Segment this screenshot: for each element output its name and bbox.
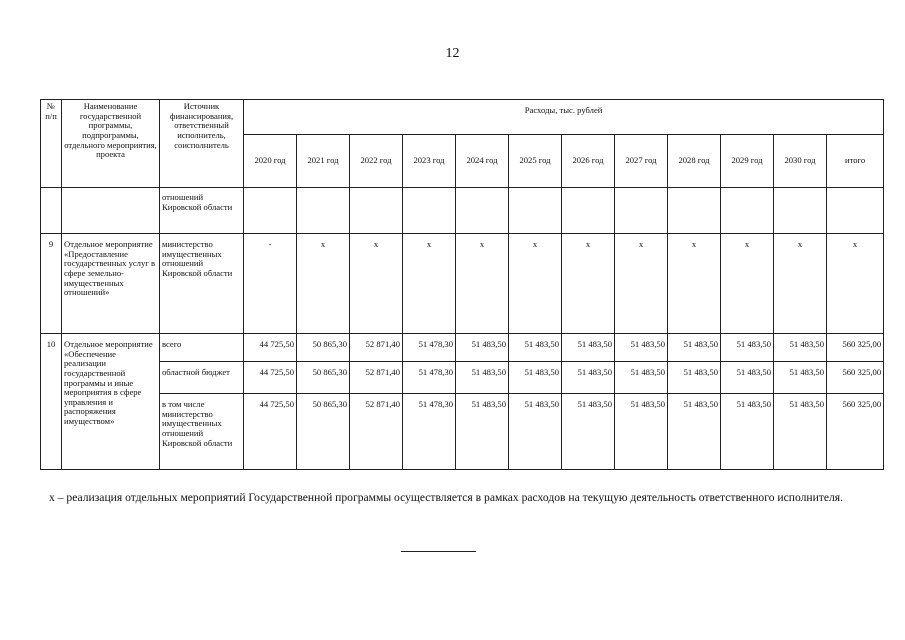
header-year: 2022 год	[350, 135, 403, 188]
header-num: № п/п	[41, 100, 62, 188]
table-cell-value: х	[774, 234, 827, 334]
table-row-9	[41, 234, 884, 334]
table-cell-num: 9	[41, 234, 62, 334]
header-expenses: Расходы, тыс. рублей	[244, 100, 884, 135]
table-cell-name: Отдельное мероприятие «Предоставление государственных услуг в сфере земельно-имущественных отношений»	[62, 234, 160, 334]
table-cell-value: 51 483,50	[615, 334, 668, 362]
table-cell-value: 51 478,30	[403, 394, 456, 470]
table-cell-value: 51 483,50	[509, 394, 562, 470]
table-cell-value: 50 865,30	[297, 394, 350, 470]
header-name: Наименование государственной программы, подпрограммы, отдельного мероприятия, проекта	[62, 100, 160, 188]
table-cell-value: 560 325,00	[827, 334, 884, 362]
table-cell-num: 10	[41, 334, 62, 470]
table-cell-value: х	[668, 234, 721, 334]
table-cell	[615, 188, 668, 234]
table-cell-value: 51 483,50	[668, 334, 721, 362]
table-cell-value: 51 483,50	[456, 362, 509, 394]
header-year: 2021 год	[297, 135, 350, 188]
table-cell-value: 51 483,50	[615, 394, 668, 470]
header-year: 2027 год	[615, 135, 668, 188]
table-cell-source: всего	[160, 334, 244, 362]
expenses-table	[40, 99, 884, 470]
table-cell-value: 560 325,00	[827, 394, 884, 470]
header-year: 2028 год	[668, 135, 721, 188]
table-row-10-total	[41, 334, 884, 362]
page-number: 12	[445, 46, 460, 61]
header-row-1	[41, 100, 884, 135]
table-cell-value: 50 865,30	[297, 334, 350, 362]
table-cell-source: отношений Кировской области	[160, 188, 244, 234]
table-cell-value: х	[350, 234, 403, 334]
table-cell-value: 51 483,50	[509, 362, 562, 394]
table-cell-value: 51 478,30	[403, 362, 456, 394]
table-cell	[456, 188, 509, 234]
table-cell	[62, 188, 160, 234]
header-year: 2023 год	[403, 135, 456, 188]
table-cell-value: х	[562, 234, 615, 334]
table-cell-source: в том числе министерство имущественных отношений Кировской области	[160, 394, 244, 470]
table-cell-value: 51 483,50	[562, 362, 615, 394]
table-cell-source: областной бюджет	[160, 362, 244, 394]
header-year: 2026 год	[562, 135, 615, 188]
table-cell-value: 51 483,50	[509, 334, 562, 362]
table-cell-value: 51 483,50	[721, 334, 774, 362]
header-year: 2024 год	[456, 135, 509, 188]
table-cell	[403, 188, 456, 234]
table-cell-value: 51 483,50	[562, 394, 615, 470]
header-year: 2029 год	[721, 135, 774, 188]
table-cell-value: 51 483,50	[668, 362, 721, 394]
table-cell-value: 51 483,50	[456, 334, 509, 362]
table-cell	[721, 188, 774, 234]
table-cell	[509, 188, 562, 234]
table-cell-value: 51 483,50	[668, 394, 721, 470]
table-cell-source: министерство имущественных отношений Кировской области	[160, 234, 244, 334]
table-cell-value: х	[297, 234, 350, 334]
table-cell	[774, 188, 827, 234]
table-row-continuation	[41, 188, 884, 234]
table-cell-value: 51 483,50	[615, 362, 668, 394]
table-cell-value: 51 483,50	[721, 362, 774, 394]
table-cell-value: 51 483,50	[774, 362, 827, 394]
table-cell-value: 51 478,30	[403, 334, 456, 362]
table-cell	[41, 188, 62, 234]
table-cell-value: х	[456, 234, 509, 334]
table-cell-value: х	[403, 234, 456, 334]
table-cell-value: х	[615, 234, 668, 334]
table-cell	[350, 188, 403, 234]
header-year: 2020 год	[244, 135, 297, 188]
table-cell-value: -	[244, 234, 297, 334]
table-cell-value: 44 725,50	[244, 394, 297, 470]
table-cell-name: Отдельное мероприятие «Обеспечение реализации государственной программы и иные мероприятия в сфере управления и распоряжения имуществом»	[62, 334, 160, 470]
table-cell-value: 51 483,50	[774, 334, 827, 362]
table-cell	[297, 188, 350, 234]
table-cell-value: 44 725,50	[244, 362, 297, 394]
table-cell-value: 51 483,50	[456, 394, 509, 470]
table-cell-value: 52 871,40	[350, 394, 403, 470]
table-cell-value: х	[721, 234, 774, 334]
table-cell-value: 51 483,50	[562, 334, 615, 362]
table-row-10-ministry	[41, 394, 884, 470]
header-source: Источник финансирования, ответственный исполнитель, соисполнитель	[160, 100, 244, 188]
table-cell-value: х	[509, 234, 562, 334]
table-cell-value: 560 325,00	[827, 362, 884, 394]
table-row-10-regional	[41, 362, 884, 394]
footnote: х – реализация отдельных мероприятий Государственной программы осуществляется в рамках расходов на текущую деятельность ответственного исполнителя.	[49, 491, 844, 504]
table-cell-value: 44 725,50	[244, 334, 297, 362]
header-year: 2030 год	[774, 135, 827, 188]
table-cell-value: 51 483,50	[774, 394, 827, 470]
table-cell	[244, 188, 297, 234]
header-total: итого	[827, 135, 884, 188]
table-cell-value: х	[827, 234, 884, 334]
table-cell-value: 52 871,40	[350, 334, 403, 362]
table-cell-value: 51 483,50	[721, 394, 774, 470]
header-year: 2025 год	[509, 135, 562, 188]
table-cell	[668, 188, 721, 234]
table-cell-value: 52 871,40	[350, 362, 403, 394]
table-cell	[562, 188, 615, 234]
table-cell	[827, 188, 884, 234]
table-cell-value: 50 865,30	[297, 362, 350, 394]
closing-rule	[401, 551, 476, 552]
